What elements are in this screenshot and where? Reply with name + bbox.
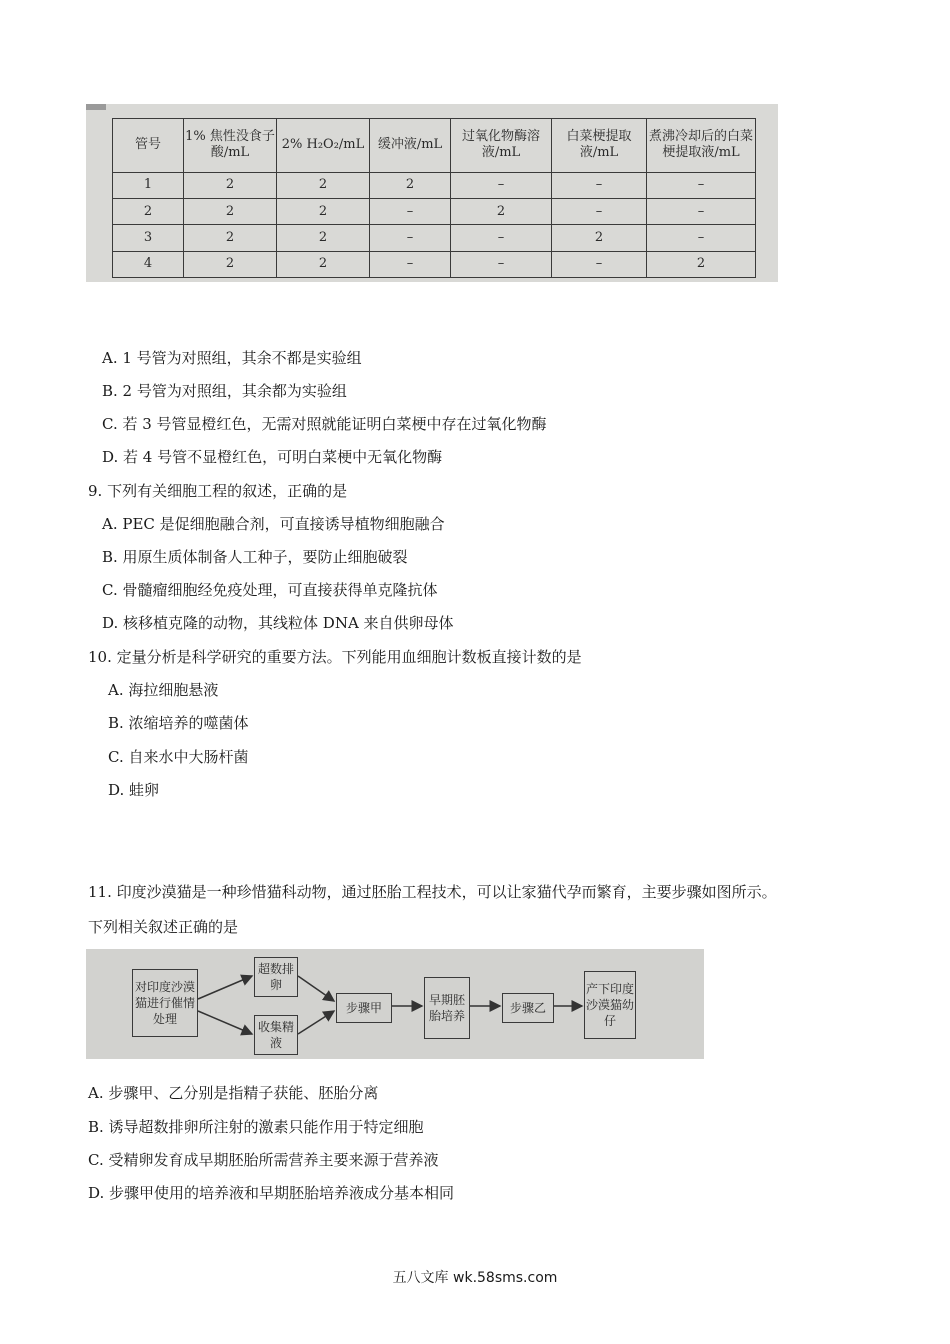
arrow-upper-to-step-a <box>298 976 334 1001</box>
table-cell: – <box>451 225 552 251</box>
table-cell: – <box>552 251 647 277</box>
scan-edge <box>86 104 106 110</box>
table-row <box>113 172 756 198</box>
table-row <box>113 225 756 251</box>
q11-stem-line1: 11. 印度沙漠猫是一种珍惜猫科动物，通过胚胎工程技术，可以让家猫代孕而繁育，主要步骤如图所示。 <box>88 883 777 901</box>
q9-option-c: C. 骨髓瘤细胞经免疫处理，可直接获得单克隆抗体 <box>102 581 438 599</box>
page-footer: 五八文库 wk.58sms.com <box>392 1270 558 1286</box>
flow-box-start: 对印度沙漠猫进行催情处理 <box>132 969 198 1037</box>
table-cell: – <box>370 251 451 277</box>
q8-option-a: A. 1 号管为对照组，其余不都是实验组 <box>102 349 362 367</box>
q11-stem-line2: 下列相关叙述正确的是 <box>88 918 239 936</box>
q10-option-a: A. 海拉细胞悬液 <box>108 681 219 699</box>
table-cell: – <box>451 251 552 277</box>
table-cell: 2 <box>184 225 277 251</box>
table-cell: 2 <box>184 172 277 198</box>
q11-option-b: B. 诱导超数排卵所注射的激素只能作用于特定细胞 <box>88 1118 424 1136</box>
table-header-row <box>113 119 756 173</box>
flow-box-early-embryo: 早期胚胎培养 <box>424 977 470 1039</box>
q11-option-a: A. 步骤甲、乙分别是指精子获能、胚胎分离 <box>88 1084 379 1102</box>
table-cell: 2 <box>451 199 552 225</box>
q9-option-a: A. PEC 是促细胞融合剂，可直接诱导植物细胞融合 <box>102 515 445 533</box>
table-cell: – <box>647 199 756 225</box>
table-header: 管号 <box>113 119 184 173</box>
table-cell: 2 <box>277 172 370 198</box>
table-cell: 2 <box>647 251 756 277</box>
table-cell: 2 <box>277 199 370 225</box>
table-cell: 2 <box>370 172 451 198</box>
table-header: 白菜梗提取液/mL <box>552 119 647 173</box>
flow-box-superovulation: 超数排卵 <box>254 957 298 997</box>
q8-option-b: B. 2 号管为对照组，其余都为实验组 <box>102 382 347 400</box>
q11-option-c: C. 受精卵发育成早期胚胎所需营养主要来源于营养液 <box>88 1151 439 1169</box>
flow-box-kittens: 产下印度沙漠猫幼仔 <box>584 971 636 1039</box>
arrow-lower-to-step-a <box>298 1011 334 1034</box>
table-cell: 1 <box>113 172 184 198</box>
table-header: 1% 焦性没食子酸/mL <box>184 119 277 173</box>
q9-option-d: D. 核移植克隆的动物，其线粒体 DNA 来自供卵母体 <box>102 614 454 632</box>
q10-stem: 10. 定量分析是科学研究的重要方法。下列能用血细胞计数板直接计数的是 <box>88 648 582 666</box>
flow-box-step-b: 步骤乙 <box>502 993 554 1023</box>
q10-option-b: B. 浓缩培养的噬菌体 <box>108 714 249 732</box>
q9-stem: 9. 下列有关细胞工程的叙述，正确的是 <box>88 482 348 500</box>
table-header: 缓冲液/mL <box>370 119 451 173</box>
flow-box-step-a: 步骤甲 <box>336 993 392 1023</box>
table-header: 2% H₂O₂/mL <box>277 119 370 173</box>
table-row <box>113 199 756 225</box>
table-cell: – <box>451 172 552 198</box>
experiment-table-image <box>86 104 778 282</box>
q10-option-c: C. 自来水中大肠杆菌 <box>108 748 249 766</box>
table-cell: – <box>370 225 451 251</box>
experiment-table <box>112 118 756 278</box>
table-cell: – <box>552 172 647 198</box>
table-cell: 3 <box>113 225 184 251</box>
q8-option-d: D. 若 4 号管不显橙红色，可明白菜梗中无氧化物酶 <box>102 448 443 466</box>
table-cell: 2 <box>184 251 277 277</box>
table-cell: 2 <box>552 225 647 251</box>
table-cell: – <box>552 199 647 225</box>
table-cell: 2 <box>113 199 184 225</box>
q8-option-c: C. 若 3 号管显橙红色，无需对照就能证明白菜梗中存在过氧化物酶 <box>102 415 547 433</box>
q10-option-d: D. 蛙卵 <box>108 781 160 799</box>
table-cell: 2 <box>277 225 370 251</box>
table-cell: – <box>370 199 451 225</box>
table-row <box>113 251 756 277</box>
q9-option-b: B. 用原生质体制备人工种子，要防止细胞破裂 <box>102 548 408 566</box>
table-header: 过氧化物酶溶液/mL <box>451 119 552 173</box>
table-header: 煮沸冷却后的白菜梗提取液/mL <box>647 119 756 173</box>
table-cell: – <box>647 172 756 198</box>
q11-option-d: D. 步骤甲使用的培养液和早期胚胎培养液成分基本相同 <box>88 1184 455 1202</box>
table-cell: 4 <box>113 251 184 277</box>
arrow-start-to-upper <box>198 976 252 999</box>
embryo-engineering-flowchart <box>86 949 704 1059</box>
table-cell: 2 <box>277 251 370 277</box>
table-cell: 2 <box>184 199 277 225</box>
arrow-start-to-lower <box>198 1011 252 1034</box>
table-cell: – <box>647 225 756 251</box>
flow-box-collect-semen: 收集精液 <box>254 1015 298 1055</box>
